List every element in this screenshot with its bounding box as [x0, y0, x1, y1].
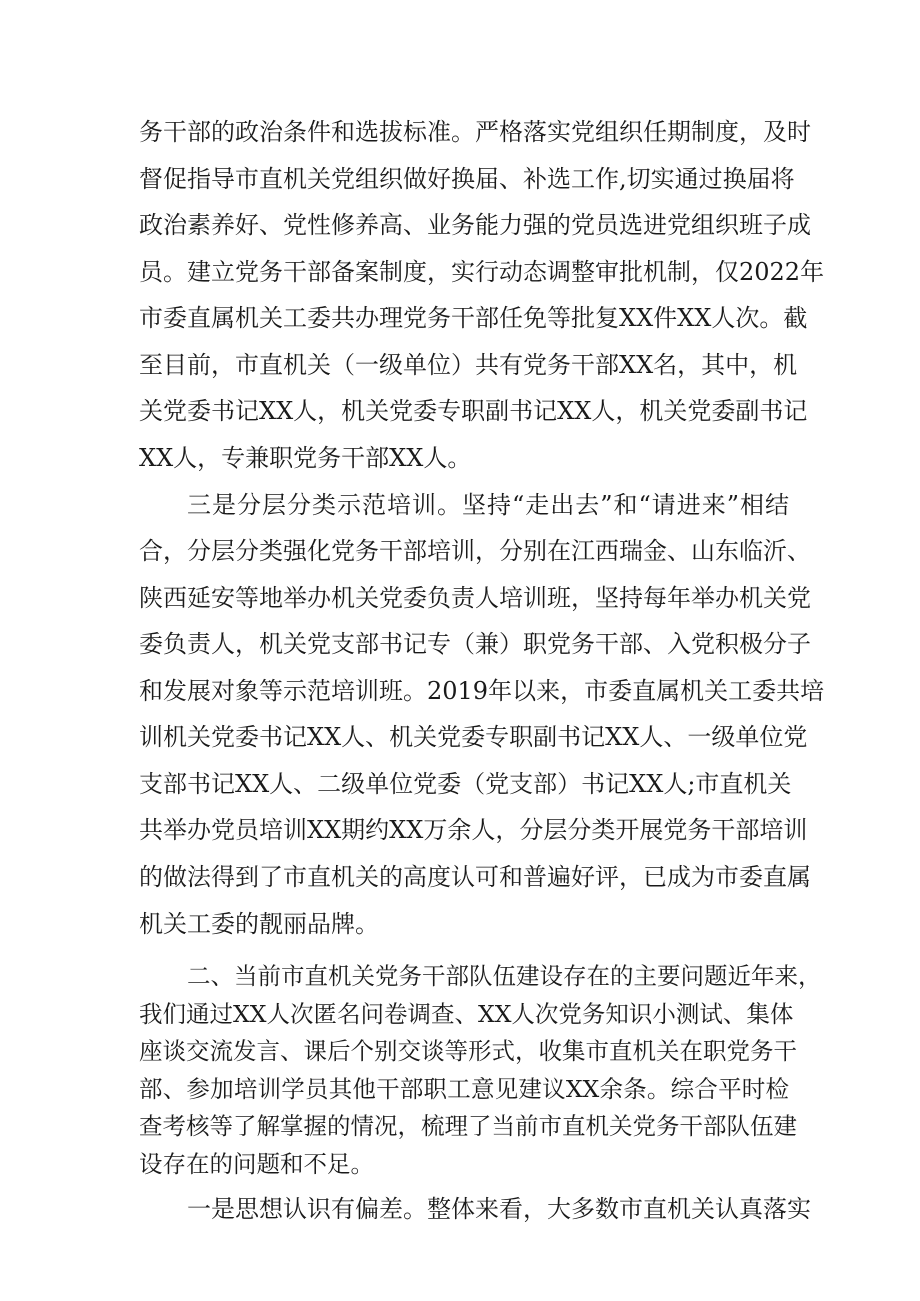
paragraph-2-line-7: 支部书记XX人、二级单位党委（党支部）书记XX人;市直机关 [139, 770, 792, 798]
paragraph-1-line-2: 督促指导市直机关党组织做好换届、补选工作,切实通过换届将 [139, 165, 795, 193]
paragraph-2-line-3: 陕西延安等地举办机关党委负责人培训班，坚持每年举办机关党 [139, 584, 811, 612]
paragraph-2-line-5: 和发展对象等示范培训班。2019年以来，市委直属机关工委共培 [139, 677, 825, 705]
paragraph-4-line-1: 一是思想认识有偏差。整体来看，大多数市直机关认真落实 [187, 1195, 811, 1223]
paragraph-1-line-6: 至目前，市直机关（一级单位）共有党务干部XX名，其中，机 [139, 351, 798, 379]
paragraph-3-line-3: 座谈交流发言、课后个别交谈等形式，收集市直机关在职党务干 [139, 1037, 797, 1065]
paragraph-3-line-4: 部、参加培训学员其他干部职工意见建议XX余条。综合平时检 [139, 1075, 789, 1103]
paragraph-3-line-2: 我们通过XX人次匿名问卷调查、XX人次党务知识小测试、集体 [139, 1000, 794, 1028]
paragraph-2-line-8: 共举办党员培训XX期约XX万余人，分层分类开展党务干部培训 [139, 816, 808, 844]
paragraph-2-line-4: 委负责人，机关党支部书记专（兼）职党务干部、入党积极分子 [139, 630, 811, 658]
paragraph-2-line-9: 的做法得到了市直机关的高度认可和普遍好评，已成为市委直属 [139, 863, 811, 891]
paragraph-1-line-3: 政治素养好、党性修养高、业务能力强的党员选进党组织班子成 [139, 211, 811, 239]
paragraph-1-line-5: 市委直属机关工委共办理党务干部任免等批复XX件XX人次。截 [139, 304, 808, 332]
paragraph-1-line-4: 员。建立党务干部备案制度，实行动态调整审批机制，仅2022年 [139, 258, 825, 286]
paragraph-1-line-1: 务干部的政治条件和选拔标准。严格落实党组织任期制度，及时 [139, 118, 811, 146]
paragraph-3-line-6: 设存在的问题和不足。 [139, 1150, 374, 1178]
paragraph-2-line-2: 合，分层分类强化党务干部培训，分别在江西瑞金、山东临沂、 [139, 537, 811, 565]
paragraph-3-line-5: 查考核等了解掌握的情况，梳理了当前市直机关党务干部队伍建 [139, 1112, 797, 1140]
paragraph-3-line-1: 二、当前市直机关党务干部队伍建设存在的主要问题近年来， [187, 962, 822, 990]
paragraph-2-line-1: 三是分层分类示范培训。坚持“走出去”和“请进来”相结 [187, 491, 789, 519]
paragraph-2-line-6: 训机关党委书记XX人、机关党委专职副书记XX人、一级单位党 [139, 723, 808, 751]
paragraph-1-line-7: 关党委书记XX人，机关党委专职副书记XX人，机关党委副书记 [139, 397, 808, 425]
paragraph-1-line-8: XX人，专兼职党务干部XX人。 [139, 444, 472, 472]
paragraph-2-line-10: 机关工委的靓丽品牌。 [139, 910, 379, 938]
